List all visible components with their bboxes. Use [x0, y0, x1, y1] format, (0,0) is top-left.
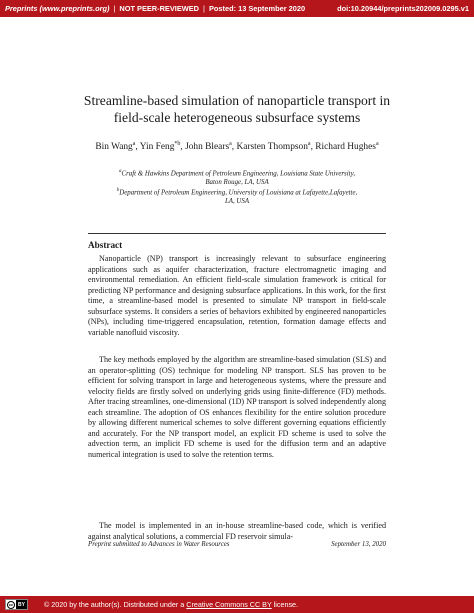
license-link[interactable]: Creative Commons CC BY	[186, 600, 272, 609]
header-left: Preprints (www.preprints.org) | NOT PEER-REVIEWED | Posted: 13 September 2020	[5, 4, 306, 13]
author-mark: a	[375, 141, 379, 147]
affiliation-line: Department of Petroleum Engineering, University of Louisiana at Lafayette,Lafayette,	[119, 189, 358, 197]
affiliation-mark: a	[119, 169, 122, 174]
abstract-heading: Abstract	[88, 240, 123, 250]
affiliation-line: Craft & Hawkins Department of Petroleum Engineering, Louisiana State University,	[121, 170, 355, 178]
abstract-paragraph: The key methods employed by the algorithm are streamline-based simulation (SLS) and an operator-splitting (OS) technique for modeling NP transport. SLS has proven to be efficient for solving transport in large and heterogeneous systems, where the pressure and velocity fields are firstly solved on underlying grids using finite-difference (FD) methods. After tracing streamlines, one-dimensional (1D) NP transport is solved independently along each streamline. The adoption of OS enhances flexibility for the entire solution procedure by allowing different numerical schemes to solve different governing equations efficiently and accurately. For the NP transport model, an explicit FD scheme is used to solve the advection term, an implicit FD scheme is used for the diffusion term and an adaptive numerical integration is used to solve the retention terms.	[88, 355, 386, 459]
cc-icon: cc	[8, 602, 14, 607]
title-line: field-scale heterogeneous subsurface systems	[113, 110, 361, 125]
abstract-divider	[88, 233, 386, 234]
affiliation-a	[78, 168, 396, 188]
affiliation-b	[78, 187, 396, 207]
author-name: Karsten Thompson	[236, 142, 308, 153]
author-mark: a	[229, 141, 232, 147]
author-mark: *b	[174, 141, 181, 147]
posted-date: Posted: 13 September 2020	[208, 4, 306, 13]
affiliation-mark: b	[116, 188, 120, 193]
affiliation-line: Baton Rouge, LA, USA	[205, 179, 269, 187]
abstract-paragraph: Nanoparticle (NP) transport is increasingly relevant to subsurface engineering applications such as aquifer characterization, fracture electromagnetic imaging and environmental remediation. An efficient field-scale simulation framework is critical for predicting NP performance and designing subsurface applications. In this work, for the first time, a streamline-based model is presented to simulate NP transport in field-scale subsurface systems. It considers a series of behaviors exhibited by engineered nanoparticles (NPs), including time-triggered encapsulation, retention, formation damage effects and variable nanofluid viscosity.	[88, 254, 386, 337]
preprint-header-bar	[0, 0, 474, 17]
affiliation-line: LA, USA	[224, 198, 250, 206]
by-icon: BY	[18, 601, 25, 608]
paper-title	[40, 92, 434, 126]
author-mark: a	[307, 141, 311, 147]
doi-link[interactable]: doi:10.20944/preprints202009.0295.v1	[337, 4, 469, 13]
author-name: Yin Feng	[139, 142, 175, 153]
author-name: Bin Wang	[95, 142, 133, 153]
license-bar	[0, 596, 474, 613]
submission-note: Preprint submitted to Advances in Water Resources	[88, 541, 230, 548]
submission-date: September 13, 2020	[331, 541, 386, 548]
author-name: John Blears	[185, 142, 230, 153]
abstract-paragraph: The model is implemented in an in-house streamline-based code, which is verified against analytical solutions, a commercial FD reservoir simula-	[88, 521, 386, 541]
cc-by-badge-icon[interactable]	[5, 599, 28, 610]
author-list: Bin Wang$^a$, Yin Feng$^{*b}$, John Blears$^a$, Karsten Thompson$^a$, Richard Hughes$^a$	[95, 141, 379, 153]
review-status: NOT PEER-REVIEWED	[119, 4, 200, 13]
author-mark: a	[132, 141, 136, 147]
preprints-brand-link[interactable]: Preprints (www.preprints.org)	[5, 4, 110, 13]
author-name: Richard Hughes	[315, 142, 376, 153]
title-line: Streamline-based simulation of nanoparticle transport in	[83, 93, 391, 108]
license-text: © 2020 by the author(s). Distributed under a Creative Commons CC BY license.	[43, 600, 299, 609]
